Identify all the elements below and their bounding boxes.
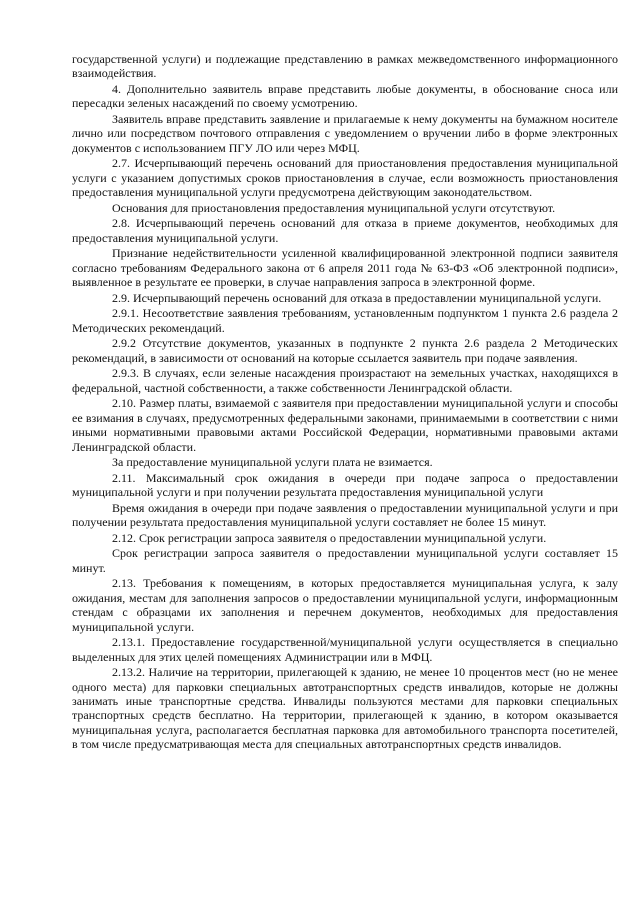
paragraph-2-9-1: 2.9.1. Несоответствие заявления требованиям, установленным подпунктом 1 пункта 2.6 раздела 2 Методических рекомендаций. xyxy=(72,306,618,335)
paragraph-2-12-time: Срок регистрации запроса заявителя о предоставлении муниципальной услуги составляет 15 минут. xyxy=(72,546,618,575)
paragraph-continuation: государственной услуги) и подлежащие представлению в рамках межведомственного информационного взаимодействия. xyxy=(72,52,618,81)
document-body xyxy=(72,52,618,753)
paragraph-2-9-2: 2.9.2 Отсутствие документов, указанных в подпункте 2 пункта 2.6 раздела 2 Методических рекомендаций, в зависимости от оснований на которые ссылается заявитель при подаче заявления. xyxy=(72,336,618,365)
paragraph-2-13-2: 2.13.2. Наличие на территории, прилегающей к зданию, не менее 10 процентов мест (но не менее одного места) для парковки специальных автотранспортных средств инвалидов, которые не должны занимать иные транспортные средства. Инвалиды пользуются местами для парковки специальных транспортных средств бесплатно. На территории, прилегающей к зданию, в котором оказывается муниципальная услуга, располагается бесплатная парковка для автомобильного транспорта посетителей, в том числе предусматривающая места для специальных автотранспортных средств инвалидов. xyxy=(72,665,618,752)
paragraph-2-7-none: Основания для приостановления предоставления муниципальной услуги отсутствуют. xyxy=(112,200,556,215)
paragraph-2-13: 2.13. Требования к помещениям, в которых предоставляется муниципальная услуга, к залу ожидания, местам для заполнения запросов о предоставлении муниципальной услуги, информационным стендам с образцами их заполнения и перечнем документов, необходимых для предоставления муниципальной услуги. xyxy=(72,576,618,634)
paragraph-2-7: 2.7. Исчерпывающий перечень оснований для приостановления предоставления муниципальной услуги с указанием допустимых сроков приостановления в случае, если возможность приостановления предоставления муниципальной услуги предусмотрена действующим законодательством. xyxy=(72,156,618,200)
paragraph-item-4: 4. Дополнительно заявитель вправе представить любые документы, в обоснование сноса или пересадки зеленых насаждений по своему усмотрению. xyxy=(72,82,618,111)
paragraph-2-13-1: 2.13.1. Предоставление государственной/муниципальной услуги осуществляется в специально выделенных для этих целей помещениях Администрации или в МФЦ. xyxy=(72,635,618,664)
paragraph-2-11-time: Время ожидания в очереди при подаче заявления о предоставлении муниципальной услуги и при получении результата предоставления муниципальной услуги составляет не более 15 минут. xyxy=(72,500,618,530)
paragraph-2-8: 2.8. Исчерпывающий перечень оснований для отказа в приеме документов, необходимых для предоставления муниципальной услуги. xyxy=(72,216,618,245)
paragraph-2-9: 2.9. Исчерпывающий перечень оснований для отказа в предоставлении муниципальной услуги. xyxy=(112,290,602,305)
paragraph-2-8-signature: Признание недействительности усиленной квалифицированной электронной подписи заявителя согласно требованиям Федерального закона от 6 апреля 2011 года № 63-ФЗ «Об электронной подписи», выявленное в результате ее проверки, в случае направления запроса в электронной форме. xyxy=(72,246,618,290)
paragraph-submission-methods: Заявитель вправе представить заявление и прилагаемые к нему документы на бумажном носителе лично или посредством почтового отправления с уведомлением о вручении либо в форме электронных документов с использованием ПГУ ЛО или через МФЦ. xyxy=(72,112,618,155)
paragraph-2-12: 2.12. Срок регистрации запроса заявителя о предоставлении муниципальной услуги. xyxy=(112,530,547,545)
paragraph-2-9-3: 2.9.3. В случаях, если зеленые насаждения произрастают на земельных участках, находящихся в федеральной, частной собственности, а также собственности Ленинградской области. xyxy=(72,366,618,395)
paragraph-2-11: 2.11. Максимальный срок ожидания в очереди при подаче запроса о предоставлении муниципальной услуги и при получении результата предоставления муниципальной услуги xyxy=(72,470,618,500)
paragraph-2-10-free: За предоставление муниципальной услуги плата не взимается. xyxy=(112,455,433,470)
paragraph-2-10: 2.10. Размер платы, взимаемой с заявителя при предоставлении муниципальной услуги и способы ее взимания в случаях, предусмотренных федеральными законами, принимаемыми в соответствии с ними иными нормативными правовыми актами Российской Федерации, нормативными правовыми актами Ленинградской области. xyxy=(72,396,618,454)
